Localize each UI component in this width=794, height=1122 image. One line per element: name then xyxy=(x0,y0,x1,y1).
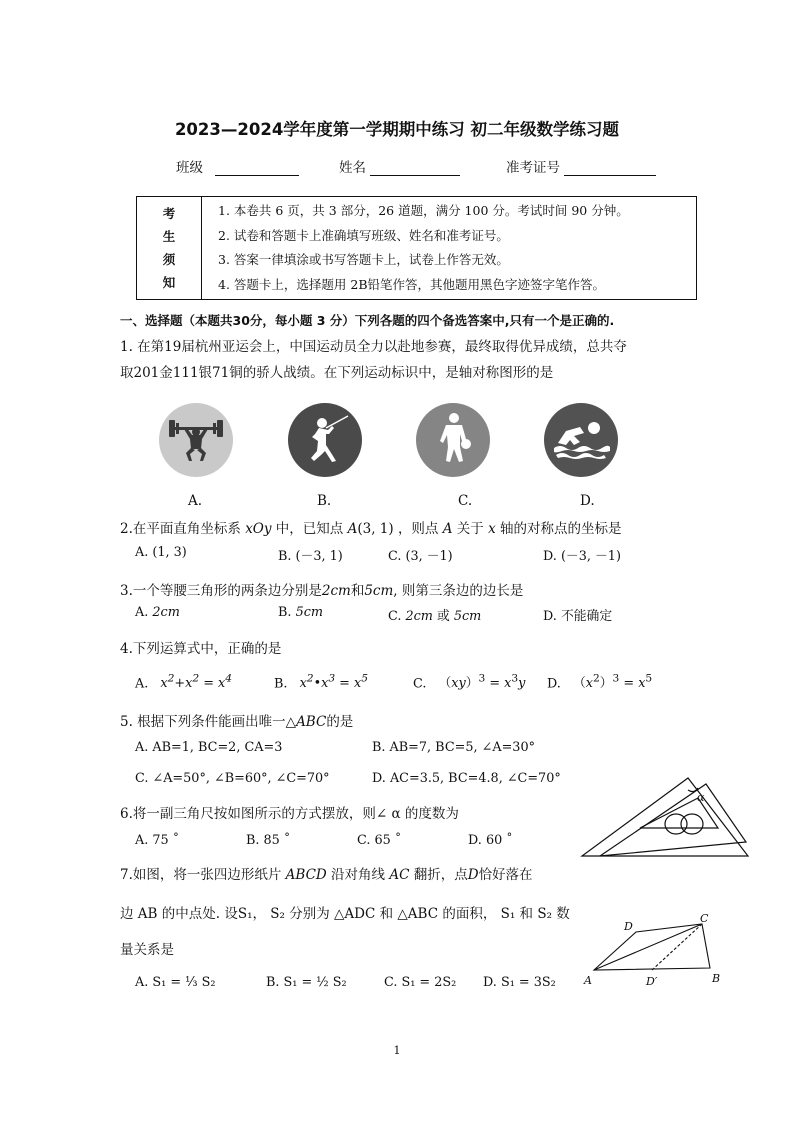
swimming-icon xyxy=(544,403,618,477)
point-b-label: B xyxy=(712,972,721,985)
name-blank xyxy=(370,161,460,176)
q6-option-a: A. 75 ˚ xyxy=(135,833,180,848)
q2-text: 轴的对称点的坐标是 xyxy=(500,521,622,537)
q7-text: 翻折，点 xyxy=(409,867,468,883)
q5-option-b: B. AB=7, BC=5, ∠A=30° xyxy=(372,740,535,755)
q4-b-expr: $x^2•x^3 = x^5$ xyxy=(299,672,368,692)
q2-var: A xyxy=(347,521,358,537)
point-a-label: A xyxy=(584,974,592,987)
q4-option-d xyxy=(547,672,652,691)
q6-option-c: C. 65 ˚ xyxy=(357,833,402,848)
fold-dashed-line xyxy=(652,924,702,970)
notice-item: 3. 答案一律填涂或书写答题卡上，试卷上作答无效。 xyxy=(218,252,509,267)
q1-option-a: A. xyxy=(188,493,203,509)
q2-var: A xyxy=(442,521,453,537)
section-heading: 一、选择题（本题共30分，每小题 3 分）下列各题的四个备选答案中,只有一个是正确的. xyxy=(120,313,615,328)
q3-option-c xyxy=(388,605,481,624)
notice-heading-char: 须 xyxy=(162,252,176,267)
q3-option-b xyxy=(278,605,323,620)
q5-option-d: D. AC=3.5, BC=4.8, ∠C=70° xyxy=(372,771,561,786)
option-label: C. xyxy=(413,676,427,692)
id-label: 准考证号 xyxy=(506,160,560,176)
q7-text: 恰好落在 xyxy=(478,867,533,883)
point-d-label: D xyxy=(624,920,633,933)
q7-option-c: C. S₁ = 2S₂ xyxy=(384,975,457,990)
option-label: C. xyxy=(388,609,402,624)
q5-text: 5. 根据下列条件能画出唯一△ xyxy=(120,714,297,730)
option-value: 5cm xyxy=(453,609,482,624)
notice-item: 4. 答题卡上，选择题用 2B铅笔作答，其他题用黑色字迹签字笔作答。 xyxy=(218,276,606,292)
option-value: 2cm xyxy=(152,605,180,620)
q7-var: D xyxy=(467,867,479,883)
q1-option-b: B. xyxy=(317,493,332,509)
q7-text: 沿对角线 xyxy=(326,867,390,883)
notice-heading xyxy=(137,197,202,300)
id-field xyxy=(506,156,656,176)
q4-option-a xyxy=(135,672,232,691)
basketball-badge xyxy=(416,403,490,477)
q1-line1: 1. 在第19届杭州亚运会上，中国运动员全力以赴地参赛，最终取得优异成绩，总共夺 xyxy=(120,339,627,355)
q3-len: 5cm xyxy=(364,583,394,599)
q5-option-a: A. AB=1, BC=2, CA=3 xyxy=(135,740,283,755)
quadrilateral-fold-figure xyxy=(578,910,728,992)
q7-var: ABCD xyxy=(285,867,327,883)
ruler-triangle-2 xyxy=(600,784,746,856)
notice-box xyxy=(136,196,697,300)
q2-option-c: C. (3, －1) xyxy=(388,549,453,564)
option-label: A. xyxy=(135,605,149,620)
q1-option-d: D. xyxy=(580,493,595,509)
class-blank xyxy=(215,161,299,176)
q4-d-expr: $(x^2)^3 = x^5$ xyxy=(572,672,653,692)
q7-line3: 量关系是 xyxy=(120,942,174,958)
q4-option-c xyxy=(413,672,525,691)
q3-text: 和 xyxy=(350,583,365,599)
fencing-icon xyxy=(288,403,362,477)
fencing-badge xyxy=(288,403,362,477)
q2-stem xyxy=(120,517,622,537)
q2-option-a: A. (1, 3) xyxy=(135,545,187,560)
q5-var: ABC xyxy=(296,714,327,730)
q7-option-a: A. S₁ = ⅓ S₂ xyxy=(135,975,216,990)
q4-a-expr: $x^2+x^2 = x^4$ xyxy=(160,672,232,692)
q2-var: xOy xyxy=(245,521,272,537)
q5-stem xyxy=(120,710,353,730)
q5-text: 的是 xyxy=(326,714,354,730)
page-title: 2023—2024学年度第一学期期中练习 初二年级数学练习题 xyxy=(174,120,620,139)
notice-heading-char: 生 xyxy=(162,229,176,244)
notice-item: 1. 本卷共 6 页，共 3 部分，26 道题，满分 100 分。考试时间 90 分钟。 xyxy=(218,203,629,218)
q2-coords: (3, 1) xyxy=(357,521,394,537)
q4-c-expr: $(xy)^3 = x^3y$ xyxy=(438,672,526,692)
q2-text: 关于 xyxy=(456,521,484,537)
weightlifting-icon xyxy=(159,403,233,477)
q3-text: 3.一个等腰三角形的两条边分别是 xyxy=(120,583,322,599)
class-field xyxy=(176,156,299,176)
q3-text: , 则第三条边的边长是 xyxy=(393,583,524,599)
notice-heading-char: 考 xyxy=(162,206,176,221)
notice-heading-char: 知 xyxy=(162,275,176,290)
q2-text: 2.在平面直角坐标系 xyxy=(120,521,241,537)
name-field xyxy=(339,156,460,176)
q6-option-d: D. 60 ˚ xyxy=(468,833,513,848)
basketball-icon xyxy=(416,403,490,477)
q7-option-b: B. S₁ = ½ S₂ xyxy=(266,975,347,990)
page-number: 1 xyxy=(393,1044,401,1057)
option-label: A. xyxy=(135,676,149,692)
ruler-hole-circle xyxy=(681,814,703,834)
q1-option-c: C. xyxy=(458,493,473,509)
q2-text: 中，已知点 xyxy=(275,521,344,537)
notice-items xyxy=(202,197,697,300)
point-c-label: C xyxy=(700,912,709,925)
q2-option-b: B. (－3, 1) xyxy=(278,549,343,564)
q7-text: 7.如图，将一张四边形纸片 xyxy=(120,867,286,883)
swimming-badge xyxy=(544,403,618,477)
option-label: D. xyxy=(547,676,561,692)
triangle-rulers-figure xyxy=(580,776,750,860)
q4-stem: 4.下列运算式中，正确的是 xyxy=(120,641,282,657)
q3-len: 2cm xyxy=(321,583,351,599)
q1-line2: 取201金111银71铜的骄人战绩。在下列运动标识中，是轴对称图形的是 xyxy=(120,365,554,381)
q7-var: AC xyxy=(389,867,410,883)
q3-option-d: D. 不能确定 xyxy=(543,609,613,624)
q2-var: x xyxy=(488,521,496,537)
q6-stem: 6.将一副三角尺按如图所示的方式摆放，则∠ α 的度数为 xyxy=(120,806,459,822)
q2-option-d: D. (－3, －1) xyxy=(543,549,621,564)
q7-option-d: D. S₁ = 3S₂ xyxy=(483,975,556,990)
notice-item: 2. 试卷和答题卡上准确填写班级、姓名和准考证号。 xyxy=(218,227,509,243)
point-d-prime-label: D′ xyxy=(646,975,658,988)
name-label: 姓名 xyxy=(339,160,366,176)
q2-text: ，则点 xyxy=(397,521,439,537)
option-value: 2cm xyxy=(405,609,433,624)
id-blank xyxy=(564,161,656,176)
q3-option-a xyxy=(135,605,180,620)
option-text: 或 xyxy=(432,609,454,624)
q7-line2: 边 AB 的中点处. 设S₁， S₂ 分别为 △ADC 和 △ABC 的面积， S₁ 和 S₂ 数 xyxy=(120,906,570,922)
q6-option-b: B. 85 ˚ xyxy=(246,833,291,848)
option-label: B. xyxy=(274,676,288,692)
option-value: 5cm xyxy=(295,605,324,620)
q3-stem xyxy=(120,579,523,599)
weightlifting-badge xyxy=(159,403,233,477)
alpha-label: α xyxy=(697,791,705,804)
q7-line1 xyxy=(120,863,533,883)
q4-option-b xyxy=(274,672,368,691)
class-label: 班级 xyxy=(176,160,203,176)
option-label: B. xyxy=(278,605,292,620)
q5-option-c: C. ∠A=50°, ∠B=60°, ∠C=70° xyxy=(135,771,330,786)
